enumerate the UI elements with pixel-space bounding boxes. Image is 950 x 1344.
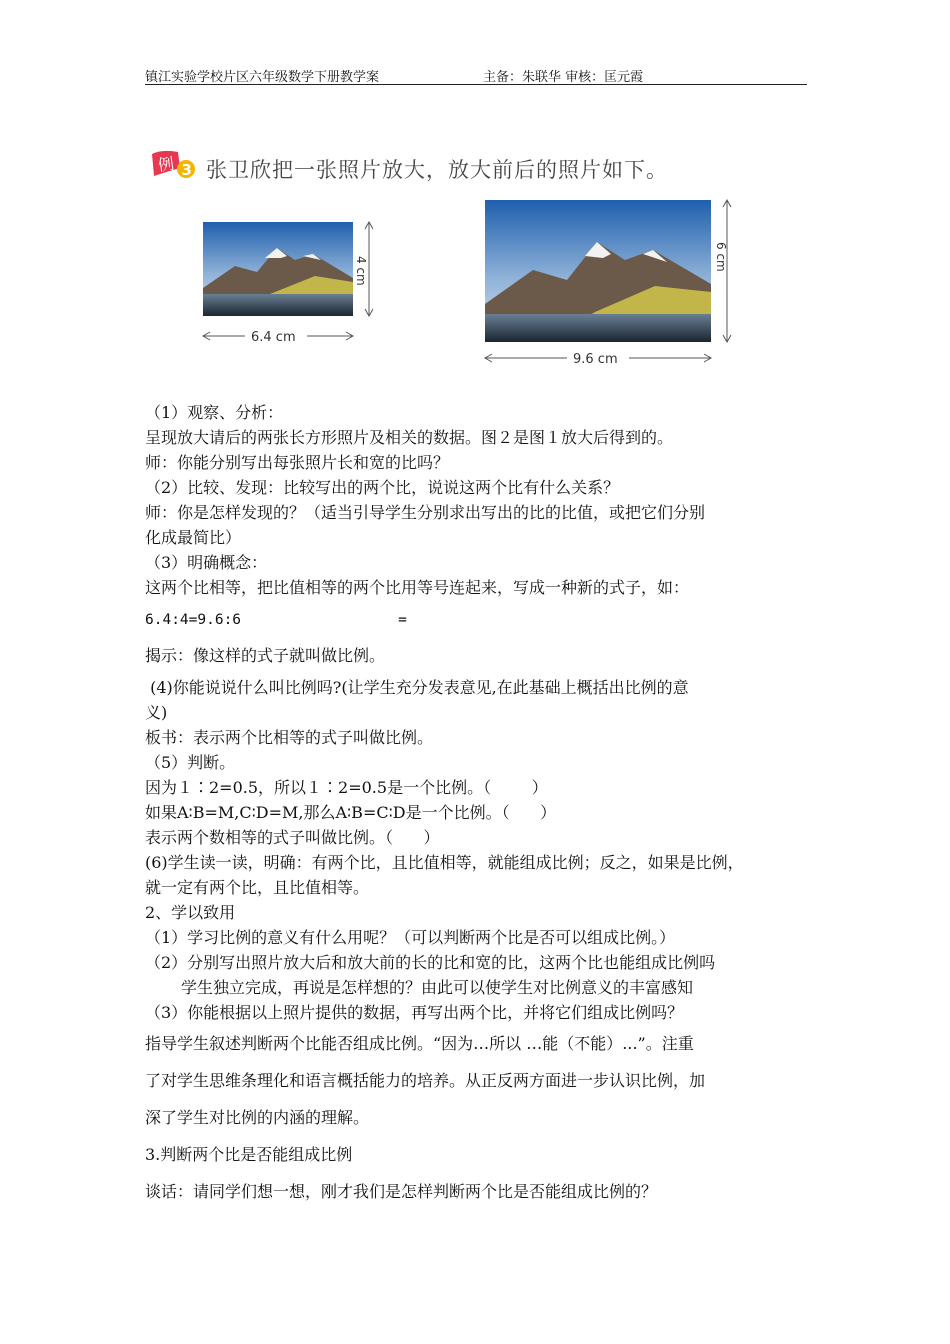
photo-enlarged-height-dimension [714, 200, 731, 342]
photo-original [203, 222, 353, 316]
judge-item: 表示两个数相等的式子叫做比例。（ ） [145, 828, 440, 847]
paragraph: 学生独立完成，再说是怎样想的？由此可以使学生对比例意义的丰富感知 [181, 978, 694, 997]
photo-enlarged-width-dimension [485, 350, 711, 367]
step-concept: （3）明确概念： [145, 553, 268, 572]
paragraph: 义) [145, 703, 168, 722]
example-heading [148, 148, 788, 188]
blackboard-note: 板书：表示两个比相等的式子叫做比例。 [145, 728, 434, 747]
paragraph: (6)学生读一读，明确：有两个比，且比值相等，就能组成比例；反之，如果是比例， [145, 853, 744, 872]
paragraph: 师：你能分别写出每张照片长和宽的比吗？ [145, 453, 450, 472]
photo-enlarged [485, 200, 711, 342]
section-heading: 2、学以致用 [145, 903, 236, 922]
paragraph: 了对学生思维条理化和语言概括能力的培养。从正反两方面进一步认识比例，加 [145, 1071, 706, 1090]
photo-enlarged-height-label: 6 cm [714, 242, 728, 272]
step-compare: （2）比较、发现：比较写出的两个比，说说这两个比有什么关系？ [145, 478, 620, 497]
badge-number: 3 [181, 161, 192, 179]
school-title: 镇江实验学校片区六年级数学下册教学案 [145, 70, 380, 85]
paragraph: （3）你能根据以上照片提供的数据，再写出两个比，并将它们组成比例吗？ [145, 1003, 684, 1022]
photo-comparison [195, 192, 755, 377]
paragraph: 谈话：请同学们想一想，刚才我们是怎样判断两个比是否能组成比例的？ [145, 1182, 658, 1201]
photo-original-height-dimension [354, 222, 373, 316]
paragraph: 就一定有两个比，且比值相等。 [145, 878, 370, 897]
ratio-formula: 6.4:4=9.6:6 = [145, 612, 407, 628]
judge-item: 因为１∶2=0.5，所以１∶2=0.5是一个比例。（ ） [145, 778, 548, 797]
example-title-text: 张卫欣把一张照片放大，放大前后的照片如下。 [206, 158, 668, 182]
photo-original-height-label: 4 cm [354, 256, 368, 286]
photo-original-width-label: 6.4 cm [251, 330, 296, 345]
paragraph: 揭示：像这样的式子就叫做比例。 [145, 646, 386, 665]
author-info: 主备：朱联华 审核：匡元霞 [483, 70, 644, 85]
paragraph: 指导学生叙述判断两个比能否组成比例。“因为…所以 …能（不能）...”。注重 [145, 1034, 694, 1053]
photo-original-width-dimension [203, 328, 353, 345]
paragraph: 呈现放大请后的两张长方形照片及相关的数据。图２是图１放大后得到的。 [145, 428, 674, 447]
badge-char: 例 [156, 153, 176, 176]
paragraph: （1）学习比例的意义有什么用呢？（可以判断两个比是否可以组成比例。） [145, 928, 676, 947]
lesson-content [145, 400, 825, 1210]
section-heading: 3.判断两个比是否能组成比例 [145, 1145, 353, 1164]
example-badge-icon [148, 148, 208, 182]
paragraph: （2）分别写出照片放大后和放大前的长的比和宽的比，这两个比也能组成比例吗 [145, 953, 716, 972]
step-define: (4)你能说说什么叫比例吗?(让学生充分发表意见,在此基础上概括出比例的意 [145, 678, 689, 697]
paragraph: 师：你是怎样发现的？（适当引导学生分别求出写出的比的比值，或把它们分别 [145, 503, 706, 522]
step-judge: （5）判断。 [145, 753, 236, 772]
judge-item: 如果A∶B=M,C∶D=M,那么A∶B=C∶D是一个比例。（ ） [145, 803, 557, 822]
paragraph: 化成最简比） [145, 528, 242, 547]
paragraph: 这两个比相等，把比值相等的两个比用等号连起来，写成一种新的式子，如： [145, 578, 690, 597]
photo-enlarged-width-label: 9.6 cm [573, 352, 618, 367]
paragraph: 深了学生对比例的内涵的理解。 [145, 1108, 370, 1127]
page-header [145, 62, 807, 85]
step-observe: （1）观察、分析： [145, 403, 284, 422]
